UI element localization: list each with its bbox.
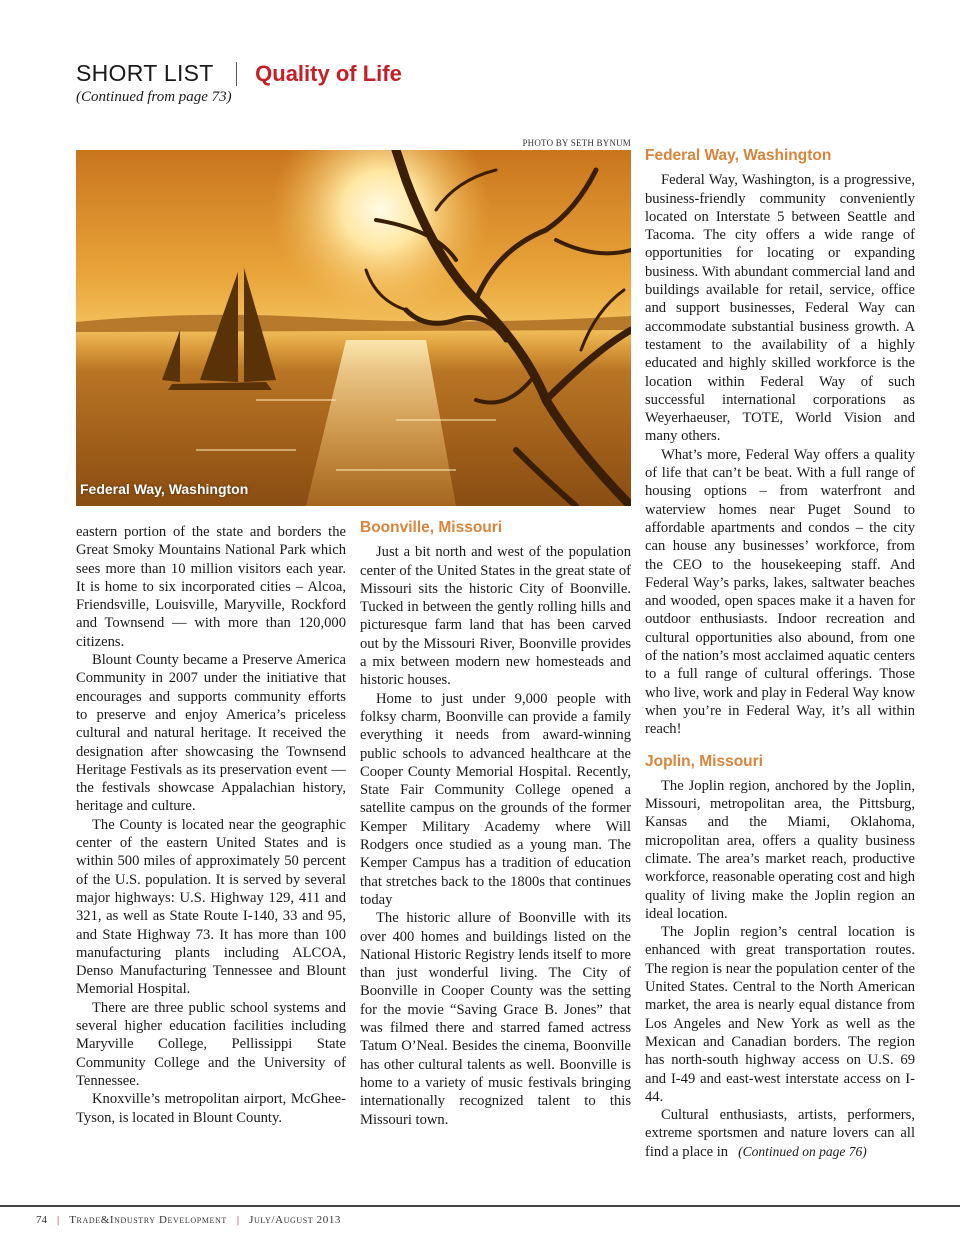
sunset-sailboat-photo: [76, 150, 631, 506]
photo-caption: Federal Way, Washington: [80, 481, 249, 497]
continued-on-link[interactable]: (Continued on page 76): [738, 1143, 867, 1159]
continued-from-note: (Continued from page 73): [76, 89, 232, 105]
paragraph-text: Cultural enthusiasts, artists, performers, extreme sportsmen and nature lovers can all find a place in: [645, 1107, 915, 1160]
column-2: [360, 519, 631, 1129]
paragraph: There are three public school systems and several higher education facilities including Maryville College, Pellissippi State Community College and the University of Tennessee.: [76, 999, 346, 1089]
issue-date: July/August 2013: [249, 1214, 342, 1226]
topic-title: Quality of Life: [255, 61, 402, 86]
footer-divider: |: [57, 1214, 60, 1226]
footer-divider: |: [236, 1214, 240, 1226]
paragraph: The historic allure of Boonville with its over 400 homes and buildings listed on the National Historic Registry lends itself to more than just wonderful living. The City of Boonville in Cooper County was the setting for the movie “Saving Grace B. Jones” that was filmed there and starred famed actress Tatum O’Neal. Besides the cinema, Boonville has other cultural talents as well. Boonville is home to a variety of music festivals bringing internationally recognized talent to this Missouri town.: [360, 910, 631, 1128]
column-1: [76, 523, 346, 1127]
paragraph: Federal Way, Washington, is a progressive, business-friendly community conveniently located on Interstate 5 between Seattle and Tacoma. The city offers a wide range of opportunities for locating or expanding business. With abundant commercial land and buildings available for retail, service, office and support businesses, Federal Way can accommodate substantial business growth. A testament to the availability of a highly educated and highly skilled workforce is the location within Federal Way of such successful international corporations as Weyerhaeuser, TOTE, World Vision and many others.: [645, 172, 915, 445]
paragraph: Just a bit north and west of the population center of the United States in the great state of Missouri sits the historic City of Boonville. Tucked in between the gently rolling hills and picturesque farm land that has been carved out by the Missouri River, Boonville provides a mix between modern new homesteads and historic houses.: [360, 544, 631, 689]
page-number: 74: [36, 1214, 47, 1226]
column-3: [645, 147, 915, 1161]
paragraph: Blount County became a Preserve America Community in 2007 under the initiative that encourages and supports community efforts to preserve and enjoy America’s priceless cultural and natural heritage. It received the designation after showcasing the Townsend Heritage Festivals as its preservation event — the festivals showcase Appalachian history, heritage and culture.: [76, 652, 346, 815]
photo-credit: PHOTO BY SETH BYNUM: [522, 138, 631, 148]
section-title: SHORT LIST: [76, 60, 214, 86]
footer-rule: [0, 1205, 960, 1207]
paragraph: The Joplin region’s central location is enhanced with great transportation routes. The region is near the population center of the United States. Central to the North American market, the area is nearly equal distance from Los Angeles and New York as well as the Mexican and Canadian borders. The region has north-south highway access on U.S. 69 and I-49 and east-west interstate access on I-44.: [645, 924, 915, 1105]
paragraph: What’s more, Federal Way offers a quality of life that can’t be beat. With a full range of housing options – from waterfront and waterview homes near Puget Sound to affordable apartments and condos – the city can house any businesses’ workforce, from the CEO to the housekeeping staff. And Federal Way’s parks, lakes, saltwater beaches and wooded, open spaces make it a haven for outdoor enthusiasts. Indoor recreation and cultural opportunities also abound, from one of the nation’s most acclaimed aquatic centers to a full range of cultural offerings. Those who live, work and play in Federal Way know when you’re in Federal Way, it’s all within reach!: [645, 446, 915, 738]
paragraph-with-jump: [645, 1106, 915, 1161]
paragraph: Home to just under 9,000 people with folksy charm, Boonville can provide a family everything it needs from award-winning public schools to advanced healthcare at the Cooper County Memorial Hospital. Recently, State Fair Community College opened a satellite campus on the grounds of the former Kemper Military Academy where Will Rodgers once studied as a young man. The Kemper Campus has a tradition of education that stretches back to the 1800s that continues today: [360, 690, 631, 908]
magazine-name: Trade&Industry Development: [69, 1214, 227, 1226]
paragraph: Knoxville’s metropolitan airport, McGhee-Tyson, is located in Blount County.: [76, 1091, 346, 1126]
paragraph: The Joplin region, anchored by the Joplin, Missouri, metropolitan area, the Pittsburg, Kansas and the Miami, Oklahoma, micropolitan area, offers a quality business climate. The area’s market reach, productive workforce, reasonable operating cost and high quality of living make the Joplin region an ideal location.: [645, 777, 915, 922]
paragraph: The County is located near the geographic center of the eastern United States and is within 500 miles of approximately 50 percent of the U.S. population. It is served by several major highways: U.S. Highway 129, 411 and 321, as well as State Route I-140, 33 and 95, and State Highway 73. It has more than 100 manufacturing plants including ALCOA, Denso Manufacturing Tennessee and Blount Memorial Hospital.: [76, 816, 346, 998]
page-header: [76, 60, 896, 106]
paragraph: eastern portion of the state and borders the Great Smoky Mountains National Park which sees more than 10 million visitors each year. It is home to six incorporated cities – Alcoa, Friendsville, Louisville, Maryville, Rockford and Townsend — with more than 120,000 citizens.: [76, 524, 346, 650]
federal-way-heading: Federal Way, Washington: [645, 147, 832, 164]
header-row: [76, 60, 896, 87]
boonville-heading: Boonville, Missouri: [360, 519, 503, 536]
page-footer: [36, 1214, 341, 1226]
header-divider: [236, 62, 238, 86]
photo-illustration: [76, 150, 631, 506]
joplin-heading: Joplin, Missouri: [645, 752, 763, 770]
